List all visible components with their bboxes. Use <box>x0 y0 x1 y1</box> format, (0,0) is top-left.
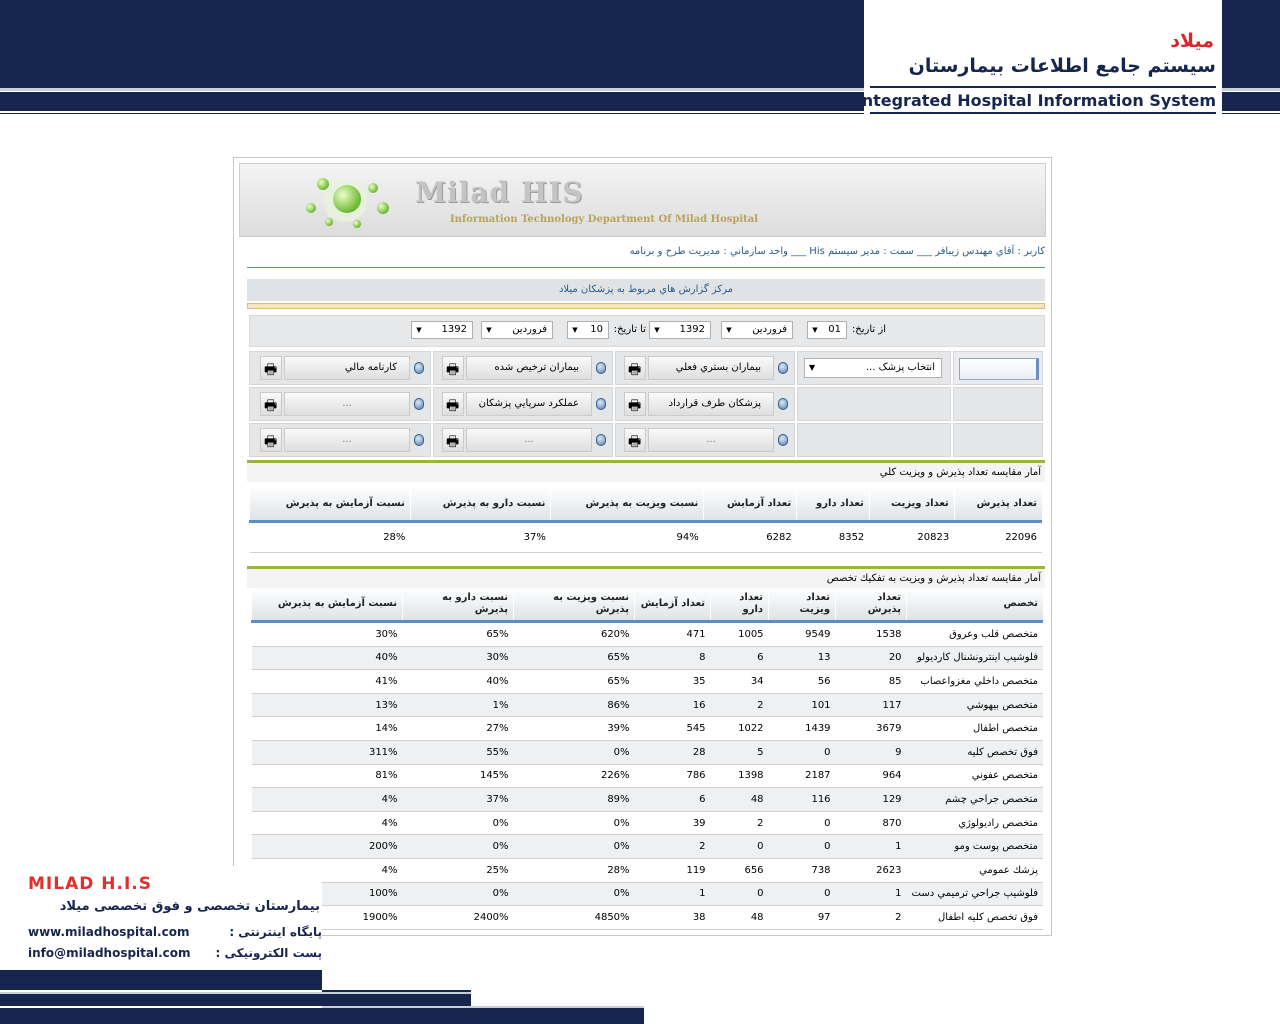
report-button-financial[interactable]: كارنامه مالي <box>284 356 410 380</box>
table-cell: 28% <box>250 522 411 553</box>
column-header[interactable]: نسبت آزمايش به پذيرش <box>252 588 403 622</box>
grid-cell <box>615 387 795 421</box>
specialty-table <box>251 588 1043 930</box>
to-month-select[interactable]: ▼ فروردين <box>481 321 553 339</box>
brand-title-fa: سیستم جامع اطلاعات بیمارستان <box>908 55 1216 77</box>
specialty-name-cell: متخصص اطفال <box>907 717 1043 741</box>
table-row <box>252 740 1044 764</box>
table-row <box>252 788 1044 812</box>
logo-balls-icon <box>295 172 395 230</box>
table-cell: 620% <box>514 622 635 647</box>
column-header[interactable]: نسبت آزمايش به پذيرش <box>250 486 411 522</box>
table-cell: 14% <box>252 717 403 741</box>
printer-icon: 🖶 <box>264 398 278 414</box>
table-cell: 870 <box>836 811 907 835</box>
table-cell: 311% <box>252 740 403 764</box>
specialty-name-cell: فلوشيپ اينترونشنال كارديولو <box>907 646 1043 670</box>
table-cell: 48 <box>711 906 769 930</box>
table-cell: 100% <box>252 882 403 906</box>
grid-cell <box>797 351 951 385</box>
table-cell: 9549 <box>769 622 836 647</box>
table-header-row <box>252 588 1044 622</box>
divider <box>247 267 1045 268</box>
footer-website-label: پایگاه اینترنتی : <box>229 925 322 939</box>
printer-icon: 🖶 <box>264 362 278 378</box>
table-cell: 30% <box>252 622 403 647</box>
table-cell: 30% <box>403 646 514 670</box>
print-button[interactable] <box>624 392 646 416</box>
banner-stripe <box>0 88 864 91</box>
table-cell: 4% <box>252 788 403 812</box>
table-cell: 1 <box>836 835 907 859</box>
table-cell: 94% <box>551 522 704 553</box>
table-header-row <box>250 486 1043 522</box>
report-icon <box>596 398 606 410</box>
specialty-table-body <box>252 622 1044 930</box>
table-cell: 86% <box>514 693 635 717</box>
table-cell: 200% <box>252 835 403 859</box>
chevron-down-icon: ▼ <box>654 326 660 334</box>
report-row <box>249 351 1043 385</box>
specialty-name-cell: فوق تخصص كليه <box>907 740 1043 764</box>
footer-website: www.miladhospital.com <box>28 925 190 939</box>
specialty-name-cell: متخصص قلب وعروق <box>907 622 1043 647</box>
specialty-section-header: آمار مقايسه تعداد پذيرش و ويزيت به تفكيك تخصص <box>247 566 1045 588</box>
from-date-label: از تاريخ: <box>851 324 886 335</box>
table-cell: 5 <box>711 740 769 764</box>
table-cell: 25% <box>403 858 514 882</box>
table-cell: 20823 <box>869 522 954 553</box>
brand-box <box>855 0 1222 114</box>
table-cell: 9 <box>836 740 907 764</box>
specialty-name-cell: پزشك عمومي <box>907 858 1043 882</box>
table-cell: 738 <box>769 858 836 882</box>
table-cell: 0 <box>711 835 769 859</box>
table-cell: 0 <box>769 811 836 835</box>
print-button[interactable] <box>442 392 464 416</box>
logo-banner <box>239 163 1046 237</box>
banner-stripe <box>1222 92 1280 111</box>
table-row <box>252 670 1044 694</box>
chevron-down-icon: ▼ <box>726 326 732 334</box>
table-cell: 37% <box>410 522 550 553</box>
print-button[interactable] <box>260 392 282 416</box>
summary-table <box>249 486 1042 553</box>
divider <box>247 303 1045 309</box>
banner-stripe <box>0 92 864 111</box>
printer-icon: 🖶 <box>628 434 642 450</box>
report-row <box>249 387 1043 421</box>
table-cell: 8352 <box>797 522 870 553</box>
report-button-empty[interactable]: ... <box>648 428 774 452</box>
table-cell: 97 <box>769 906 836 930</box>
printer-icon: 🖶 <box>446 398 460 414</box>
table-cell: 22096 <box>954 522 1042 553</box>
print-button[interactable] <box>260 428 282 452</box>
table-cell: 34 <box>711 670 769 694</box>
chevron-down-icon: ▼ <box>809 363 816 372</box>
top-banner <box>0 0 1280 116</box>
print-button[interactable] <box>624 428 646 452</box>
table-cell: 0% <box>403 835 514 859</box>
column-header[interactable]: نسبت دارو به پذيرش <box>410 486 550 522</box>
footer-bar <box>0 1008 644 1024</box>
printer-icon: 🖶 <box>446 434 460 450</box>
table-cell: 40% <box>252 646 403 670</box>
table-cell: 0% <box>403 811 514 835</box>
report-icon <box>414 398 424 410</box>
report-icon <box>778 362 788 374</box>
footer-bar <box>0 970 322 990</box>
grid-cell <box>433 351 613 385</box>
printer-icon: 🖶 <box>264 434 278 450</box>
footer-email-label: پست الکترونیکی : <box>215 946 322 960</box>
table-cell: 2 <box>711 693 769 717</box>
table-cell: 0 <box>769 740 836 764</box>
report-button-discharged[interactable]: بيماران ترخيص شده <box>466 356 592 380</box>
grid-cell <box>249 387 431 421</box>
doctor-code-input[interactable] <box>959 358 1039 380</box>
column-header[interactable]: تعداد ويزيت <box>769 588 836 622</box>
report-icon <box>414 362 424 374</box>
from-year-select[interactable]: ▼ 1392 <box>649 321 711 339</box>
printer-icon: 🖶 <box>446 362 460 378</box>
table-cell: 37% <box>403 788 514 812</box>
table-cell: 101 <box>769 693 836 717</box>
table-cell: 65% <box>403 622 514 647</box>
specialty-name-cell: متخصص بيهوشي <box>907 693 1043 717</box>
report-icon <box>778 434 788 446</box>
report-icon <box>414 434 424 446</box>
table-row <box>252 811 1044 835</box>
table-cell: 2187 <box>769 764 836 788</box>
table-cell: 0 <box>711 882 769 906</box>
table-cell: 0% <box>514 811 635 835</box>
grid-cell <box>249 423 431 457</box>
table-cell: 1398 <box>711 764 769 788</box>
table-row <box>252 622 1044 647</box>
footer-email: info@miladhospital.com <box>28 946 191 960</box>
table-cell: 13 <box>769 646 836 670</box>
table-row <box>252 646 1044 670</box>
table-cell: 65% <box>514 646 635 670</box>
table-cell: 129 <box>836 788 907 812</box>
table-cell: 0% <box>514 740 635 764</box>
specialty-name-cell: متخصص جراحي چشم <box>907 788 1043 812</box>
table-cell: 1538 <box>836 622 907 647</box>
report-button-empty[interactable]: ... <box>284 392 410 416</box>
user-info: كاربر : آقاي مهندس زيبافر ___ سمت : مدير سيستم His ___ واحد سازماني : مديريت طرح و برنامه <box>629 246 1045 257</box>
table-cell: 89% <box>514 788 635 812</box>
table-cell: 8 <box>635 646 711 670</box>
table-cell: 55% <box>403 740 514 764</box>
table-cell: 1022 <box>711 717 769 741</box>
report-button-outpatient-performance[interactable]: عملكرد سرپايي پزشكان <box>466 392 592 416</box>
table-cell: 0% <box>514 835 635 859</box>
from-month-select[interactable]: ▼ فروردين <box>721 321 793 339</box>
specialty-name-cell: متخصص داخلي مغزواعصاب <box>907 670 1043 694</box>
specialty-name-cell: متخصص عفوني <box>907 764 1043 788</box>
table-cell: 81% <box>252 764 403 788</box>
table-cell: 0% <box>403 882 514 906</box>
table-cell: 226% <box>514 764 635 788</box>
logo-subtitle: Information Technology Department Of Milad Hospital <box>450 214 759 225</box>
grid-cell <box>797 423 951 457</box>
table-cell: 1 <box>635 882 711 906</box>
table-cell: 0 <box>769 835 836 859</box>
column-header[interactable]: تعداد آزمايش <box>704 486 797 522</box>
table-cell: 0% <box>514 882 635 906</box>
date-filter-row <box>249 315 1045 347</box>
grid-cell <box>797 387 951 421</box>
column-header[interactable]: تعداد ويزيت <box>869 486 954 522</box>
from-day-select[interactable]: ▼ 01 <box>807 321 847 339</box>
table-cell: 4850% <box>514 906 635 930</box>
table-cell: 39 <box>635 811 711 835</box>
footer-bar <box>0 994 471 1006</box>
print-button[interactable] <box>442 428 464 452</box>
table-cell: 2 <box>635 835 711 859</box>
column-header[interactable]: نسبت ويزيت به پذيرش <box>514 588 635 622</box>
table-cell: 2 <box>711 811 769 835</box>
table-cell: 4% <box>252 858 403 882</box>
table-cell: 40% <box>403 670 514 694</box>
table-row <box>252 906 1044 930</box>
logo-title: Milad HIS <box>415 176 584 209</box>
table-cell: 145% <box>403 764 514 788</box>
to-day-select[interactable]: ▼ 10 <box>567 321 609 339</box>
grid-cell <box>615 351 795 385</box>
summary-section-header: آمار مقايسه تعداد پذيرش و ويزيت كلي <box>247 460 1045 482</box>
table-cell: 28 <box>635 740 711 764</box>
table-cell: 20 <box>836 646 907 670</box>
table-row <box>252 693 1044 717</box>
table-row <box>252 882 1044 906</box>
table-cell: 117 <box>836 693 907 717</box>
brand-rule <box>870 112 1216 114</box>
report-button-empty[interactable]: ... <box>466 428 592 452</box>
table-cell: 38 <box>635 906 711 930</box>
table-cell: 1005 <box>711 622 769 647</box>
table-cell: 0 <box>769 882 836 906</box>
table-cell: 28% <box>514 858 635 882</box>
table-cell: 964 <box>836 764 907 788</box>
table-row <box>252 858 1044 882</box>
table-cell: 48 <box>711 788 769 812</box>
table-row <box>250 522 1043 553</box>
brand-title-en: Integrated Hospital Information System <box>855 91 1216 110</box>
grid-cell <box>953 351 1043 385</box>
table-cell: 39% <box>514 717 635 741</box>
table-cell: 2 <box>836 906 907 930</box>
doctor-select[interactable]: انتخاب پزشک ... ▼ <box>804 358 942 378</box>
footer-title: MILAD H.I.S <box>28 874 152 894</box>
specialty-name-cell: فلوشيپ جراحي ترميمي دست <box>907 882 1043 906</box>
table-cell: 56 <box>769 670 836 694</box>
report-button-current-inpatients[interactable]: بيماران بستري فعلي <box>648 356 774 380</box>
column-header[interactable]: نسبت دارو به پذيرش <box>403 588 514 622</box>
table-cell: 1% <box>403 693 514 717</box>
column-header[interactable]: تعداد دارو <box>797 486 870 522</box>
printer-icon: 🖶 <box>628 362 642 378</box>
grid-cell <box>953 423 1043 457</box>
table-cell: 27% <box>403 717 514 741</box>
chevron-down-icon: ▼ <box>486 326 492 334</box>
specialty-name-cell: فوق تخصص كليه اطفال <box>907 906 1043 930</box>
chevron-down-icon: ▼ <box>416 326 422 334</box>
chevron-down-icon: ▼ <box>812 326 818 334</box>
column-header[interactable]: تعداد آزمايش <box>635 588 711 622</box>
table-cell: 1439 <box>769 717 836 741</box>
table-cell: 545 <box>635 717 711 741</box>
column-header[interactable]: تخصص <box>907 588 1043 622</box>
column-header[interactable]: تعداد پذيرش <box>954 486 1042 522</box>
footer-hospital-name: بیمارستان تخصصی و فوق تخصصی میلاد <box>59 899 320 914</box>
report-center-title: مركز گزارش هاي مربوط به پزشكان ميلاد <box>247 279 1045 301</box>
print-button[interactable] <box>442 356 464 380</box>
report-button-empty[interactable]: ... <box>284 428 410 452</box>
table-cell: 16 <box>635 693 711 717</box>
column-header[interactable]: نسبت ويزيت به پذيرش <box>551 486 704 522</box>
print-button[interactable] <box>624 356 646 380</box>
table-cell: 6282 <box>704 522 797 553</box>
grid-cell <box>249 351 431 385</box>
brand-rule <box>870 86 1216 88</box>
table-cell: 2623 <box>836 858 907 882</box>
grid-cell <box>433 387 613 421</box>
report-icon <box>596 434 606 446</box>
banner-stripe <box>1222 88 1280 91</box>
report-icon <box>778 398 788 410</box>
column-header[interactable]: تعداد دارو <box>711 588 769 622</box>
table-cell: 786 <box>635 764 711 788</box>
table-cell: 1900% <box>252 906 403 930</box>
table-cell: 116 <box>769 788 836 812</box>
table-cell: 471 <box>635 622 711 647</box>
print-button[interactable] <box>260 356 282 380</box>
table-cell: 41% <box>252 670 403 694</box>
specialty-name-cell: متخصص پوست ومو <box>907 835 1043 859</box>
brand-short: میلاد <box>1170 30 1214 52</box>
table-cell: 656 <box>711 858 769 882</box>
grid-cell <box>953 387 1043 421</box>
to-year-select[interactable]: ▼ 1392 <box>411 321 473 339</box>
table-cell: 6 <box>711 646 769 670</box>
column-header[interactable]: تعداد پذيرش <box>836 588 907 622</box>
table-cell: 119 <box>635 858 711 882</box>
table-cell: 2400% <box>403 906 514 930</box>
table-cell: 4% <box>252 811 403 835</box>
to-date-label: تا تاريخ: <box>613 324 646 335</box>
printer-icon: 🖶 <box>628 398 642 414</box>
table-cell: 3679 <box>836 717 907 741</box>
table-cell: 35 <box>635 670 711 694</box>
table-cell: 65% <box>514 670 635 694</box>
main-panel <box>233 157 1052 936</box>
specialty-name-cell: متخصص راديولوژي <box>907 811 1043 835</box>
report-icon <box>596 362 606 374</box>
table-row <box>252 835 1044 859</box>
table-cell: 85 <box>836 670 907 694</box>
table-row <box>252 764 1044 788</box>
banner-dark-block-right <box>1222 0 1280 88</box>
table-cell: 13% <box>252 693 403 717</box>
table-row <box>252 717 1044 741</box>
report-row <box>249 423 1043 457</box>
report-button-contract-doctors[interactable]: پزشكان طرف قرارداد <box>648 392 774 416</box>
grid-cell <box>615 423 795 457</box>
chevron-down-icon: ▼ <box>572 326 578 334</box>
table-cell: 1 <box>836 882 907 906</box>
banner-dark-block <box>0 0 864 88</box>
grid-cell <box>433 423 613 457</box>
table-cell: 6 <box>635 788 711 812</box>
